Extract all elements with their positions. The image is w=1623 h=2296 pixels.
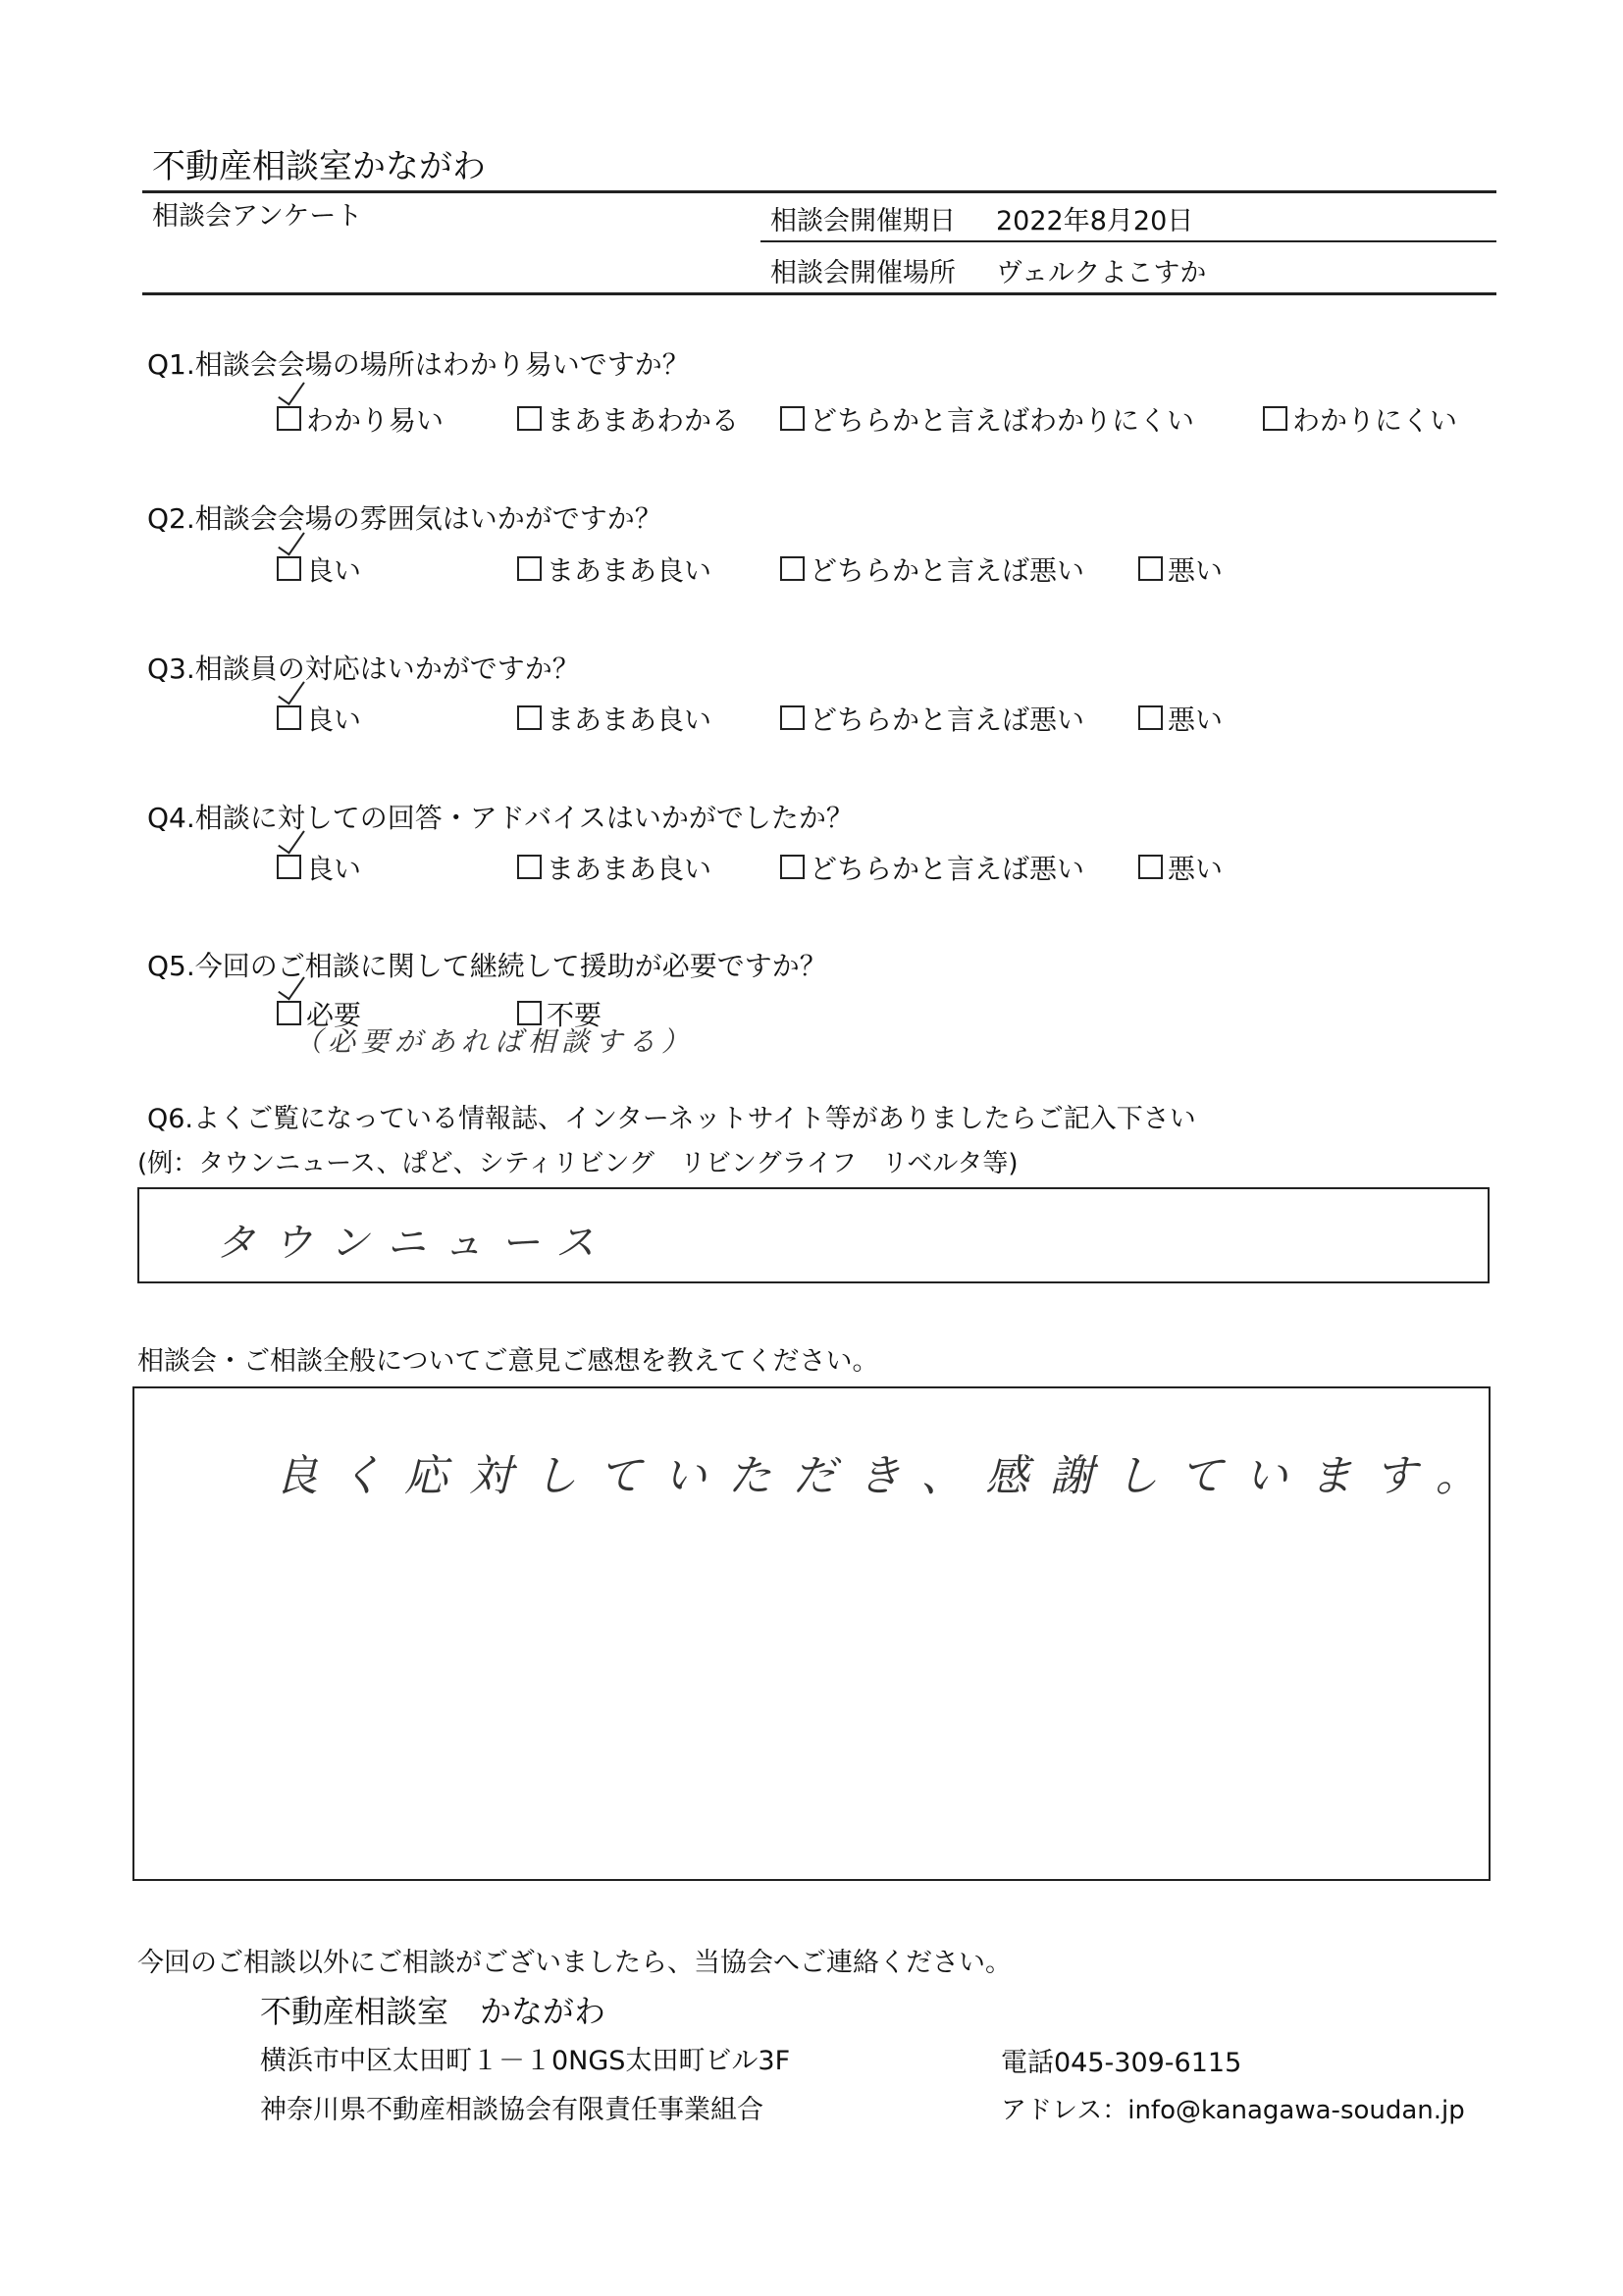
meta-divider: [760, 240, 1496, 242]
checkbox[interactable]: [1138, 556, 1163, 581]
question-3: Q3.相談員の対応はいかがですか？: [147, 652, 580, 685]
question-6: Q6.よくご覧になっている情報誌、インターネットサイト等がありましたらご記入下さい: [147, 1104, 1196, 1134]
checkbox[interactable]: [517, 556, 542, 581]
checkbox-checked[interactable]: [277, 556, 301, 581]
q2-option-1[interactable]: 良い: [277, 549, 361, 589]
header-divider-bottom: [142, 292, 1496, 295]
date-label: 相談会開催期日: [770, 206, 956, 236]
q3-option-1[interactable]: 良い: [277, 699, 361, 738]
q5-option-1[interactable]: 必要: [277, 994, 361, 1033]
checkbox[interactable]: [780, 705, 805, 730]
date-value: 2022年8月20日: [996, 206, 1194, 236]
q1-option-3[interactable]: どちらかと言えばわかりにくい: [780, 399, 1194, 439]
form-title: 相談会アンケート: [152, 201, 363, 232]
q6-example: (例：タウンニュース、ぱど、シティリビング リビングライフ リベルタ等): [137, 1149, 1019, 1178]
header-divider-top: [142, 190, 1496, 193]
question-2: Q2.相談会会場の雰囲気はいかがですか？: [147, 502, 662, 535]
checkbox[interactable]: [780, 406, 805, 431]
phone: 電話045-309-6115: [1001, 2048, 1242, 2078]
q4-option-4[interactable]: 悪い: [1138, 848, 1223, 887]
association: 神奈川県不動産相談協会有限責任事業組合: [260, 2095, 763, 2125]
checkbox-checked[interactable]: [277, 705, 301, 730]
address: 横浜市中区太田町１－１0NGS太田町ビル3F: [260, 2046, 791, 2076]
contact-note: 今回のご相談以外にご相談がございましたら、当協会へご連絡ください。: [137, 1948, 1012, 1978]
comments-label: 相談会・ご相談全般についてご意見ご感想を教えてください。: [137, 1346, 879, 1377]
office-name: 不動産相談室 かながわ: [260, 1993, 606, 2030]
checkbox[interactable]: [517, 705, 542, 730]
question-4: Q4.相談に対しての回答・アドバイスはいかがでしたか？: [147, 802, 854, 834]
question-1: Q1.相談会会場の場所はわかり易いですか？: [147, 348, 690, 381]
q4-option-2[interactable]: まあまあ良い: [517, 848, 711, 887]
q2-option-4[interactable]: 悪い: [1138, 549, 1223, 589]
q5-handwritten-note: （必要があれば相談する）: [294, 1025, 696, 1058]
comments-answer: 良く応対していただき、感謝しています。: [275, 1451, 1500, 1501]
checkbox[interactable]: [517, 406, 542, 431]
q3-option-3[interactable]: どちらかと言えば悪い: [780, 699, 1084, 738]
q6-answer: タウンニュース: [216, 1221, 612, 1266]
checkbox-checked[interactable]: [277, 855, 301, 879]
q2-option-3[interactable]: どちらかと言えば悪い: [780, 549, 1084, 589]
venue-value: ヴェルクよこすか: [996, 258, 1207, 288]
q2-option-2[interactable]: まあまあ良い: [517, 549, 711, 589]
q3-option-4[interactable]: 悪い: [1138, 699, 1223, 738]
q4-option-1[interactable]: 良い: [277, 848, 361, 887]
q1-option-1[interactable]: わかり易い: [277, 399, 444, 439]
venue-label: 相談会開催場所: [770, 258, 956, 288]
checkbox[interactable]: [517, 855, 542, 879]
checkbox[interactable]: [780, 556, 805, 581]
checkbox-checked[interactable]: [277, 406, 301, 431]
q5-option-2[interactable]: 不要: [517, 994, 602, 1033]
q1-option-4[interactable]: わかりにくい: [1263, 399, 1457, 439]
q3-option-2[interactable]: まあまあ良い: [517, 699, 711, 738]
checkbox[interactable]: [780, 855, 805, 879]
checkbox[interactable]: [1138, 855, 1163, 879]
question-5: Q5.今回のご相談に関して継続して援助が必要ですか？: [147, 950, 827, 982]
email: アドレス：info@kanagawa-soudan.jp: [1001, 2096, 1465, 2125]
org-title: 不動産相談室かながわ: [152, 147, 486, 186]
q1-option-2[interactable]: まあまあわかる: [517, 399, 739, 439]
checkbox[interactable]: [1263, 406, 1287, 431]
q4-option-3[interactable]: どちらかと言えば悪い: [780, 848, 1084, 887]
checkbox[interactable]: [1138, 705, 1163, 730]
